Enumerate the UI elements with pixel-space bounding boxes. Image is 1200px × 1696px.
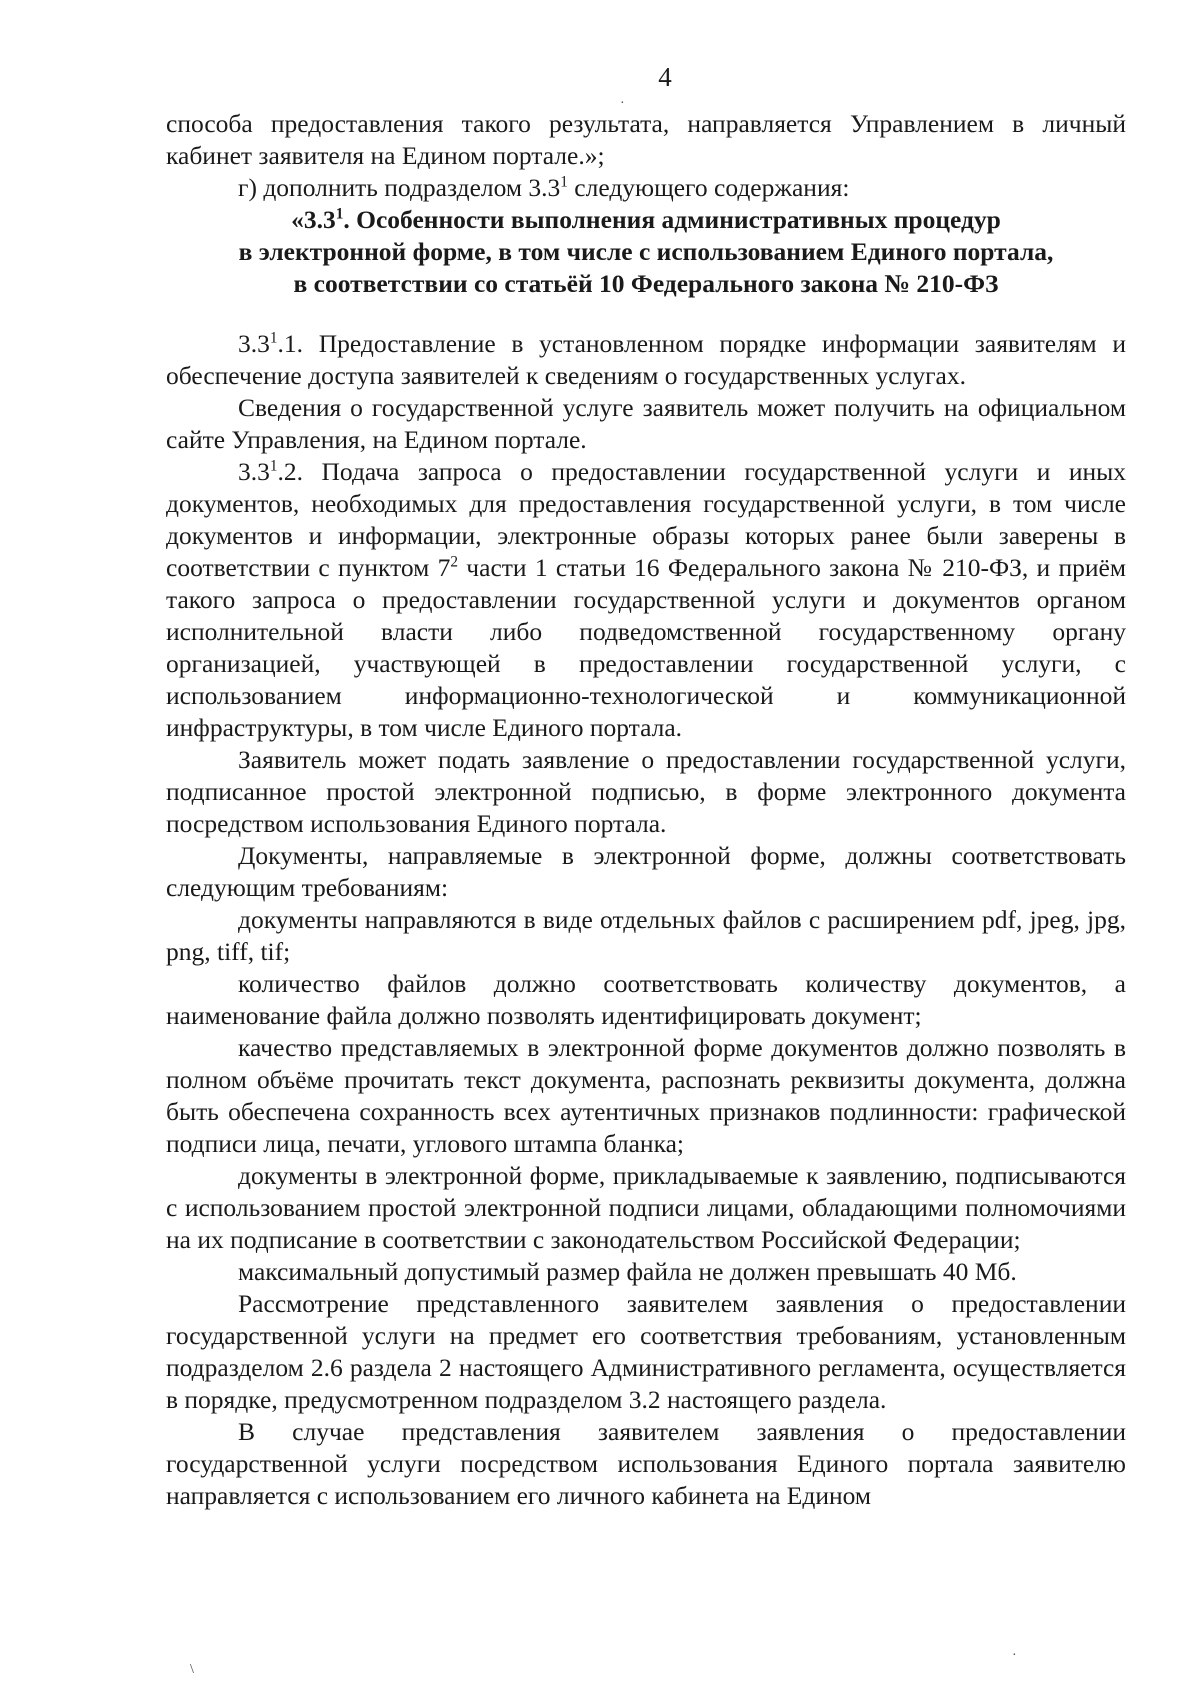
paragraph: Документы, направляемые в электронной форме, должны соответствовать следующим требованиям: [166,841,1126,902]
clause-number: 3.3 [238,457,270,486]
scan-speck: · [1012,1648,1017,1663]
heading-line-3: в соответствии со статьёй 10 Федерального закона № 210-ФЗ [293,269,999,298]
superscript: 1 [269,329,278,347]
heading-line-2: в электронной форме, в том числе с использованием Единого портала, [238,237,1054,266]
heading-line-1-text: . Особенности выполнения административных процедур [343,205,1001,234]
requirement-item: качество представляемых в электронной форме документов должно позволять в полном объёме прочитать текст документа, распознать реквизиты документа, должна быть обеспечена сохранность всех аутентичных признаков подлинности: графической подписи лица, печати, углового штампа бланка; [166,1033,1126,1158]
requirement-item: максимальный допустимый размер файла не должен превышать 40 Мб. [238,1257,1017,1286]
heading-number: «3.3 [291,205,336,234]
amendment-text-end: следующего содержания: [567,173,850,202]
paragraph: Заявитель может подать заявление о предоставлении государственной услуги, подписанное простой электронной подписью, в форме электронного документа посредством использования Единого портала. [166,745,1126,838]
superscript: 1 [335,205,344,223]
clause-number: 3.3 [238,329,270,358]
superscript: 2 [450,553,459,571]
requirement-item: документы направляются в виде отдельных файлов с расширением pdf, jpeg, jpg, png, tiff, tif; [166,905,1126,966]
requirement-item: количество файлов должно соответствовать количеству документов, а наименование файла должно позволять идентифицировать документ; [166,969,1126,1030]
heading-line-1 [166,204,1126,236]
paragraph-continuation: способа предоставления такого результата, направляется Управлением в личный кабинет заявителя на Едином портале.»; [166,109,1126,170]
section-heading [166,204,1126,300]
clause-text-end: части 1 статьи 16 Федерального закона № 210-ФЗ, и приём такого запроса о предоставлении государственной услуги и документов органом исполнительной власти либо подведомственной государственному органу организацией, участвующей в предоставлении государственной услуги, с использованием информационно-технологической и коммуникационной инфраструктуры, в том числе Единого портала. [166,553,1126,742]
amendment-text-start: г) дополнить подразделом 3.3 [238,173,561,202]
scan-speck: \ [190,1662,194,1677]
document-body [166,108,1126,1512]
superscript: 1 [269,457,278,475]
paragraph: В случае представления заявителем заявления о предоставлении государственной услуги посредством использования Единого портала заявителю направляется с использованием его личного кабинета на Едином [166,1417,1126,1510]
scan-speck: · [620,96,625,111]
paragraph-clause-1 [166,328,1126,392]
paragraph: Сведения о государственной услуге заявитель может получить на официальном сайте Управления, на Едином портале. [166,393,1126,454]
paragraph-clause-2 [166,456,1126,744]
clause-text: .2. Подача запроса о предоставлении государственной услуги и иных документов, необходимых для предоставления государственной услуги, в том числе документов и информации, электронные образы которых ранее были заверены в соответствии с пунктом 7 [166,457,1126,582]
requirement-item: документы в электронной форме, прикладываемые к заявлению, подписываются с использованием простой электронной подписи лицами, обладающими полномочиями на их подписание в соответствии с законодательством Российской Федерации; [166,1161,1126,1254]
paragraph-amendment-g [166,172,1126,204]
clause-text: .1. Предоставление в установленном порядке информации заявителям и обеспечение доступа заявителей к сведениям о государственных услугах. [166,329,1126,390]
paragraph: Рассмотрение представленного заявителем заявления о предоставлении государственной услуги на предмет его соответствия требованиям, установленным подразделом 2.6 раздела 2 настоящего Административного регламента, осуществляется в порядке, предусмотренном подразделом 3.2 настоящего раздела. [166,1289,1126,1414]
page-number: 4 [658,62,672,92]
superscript: 1 [560,173,568,191]
